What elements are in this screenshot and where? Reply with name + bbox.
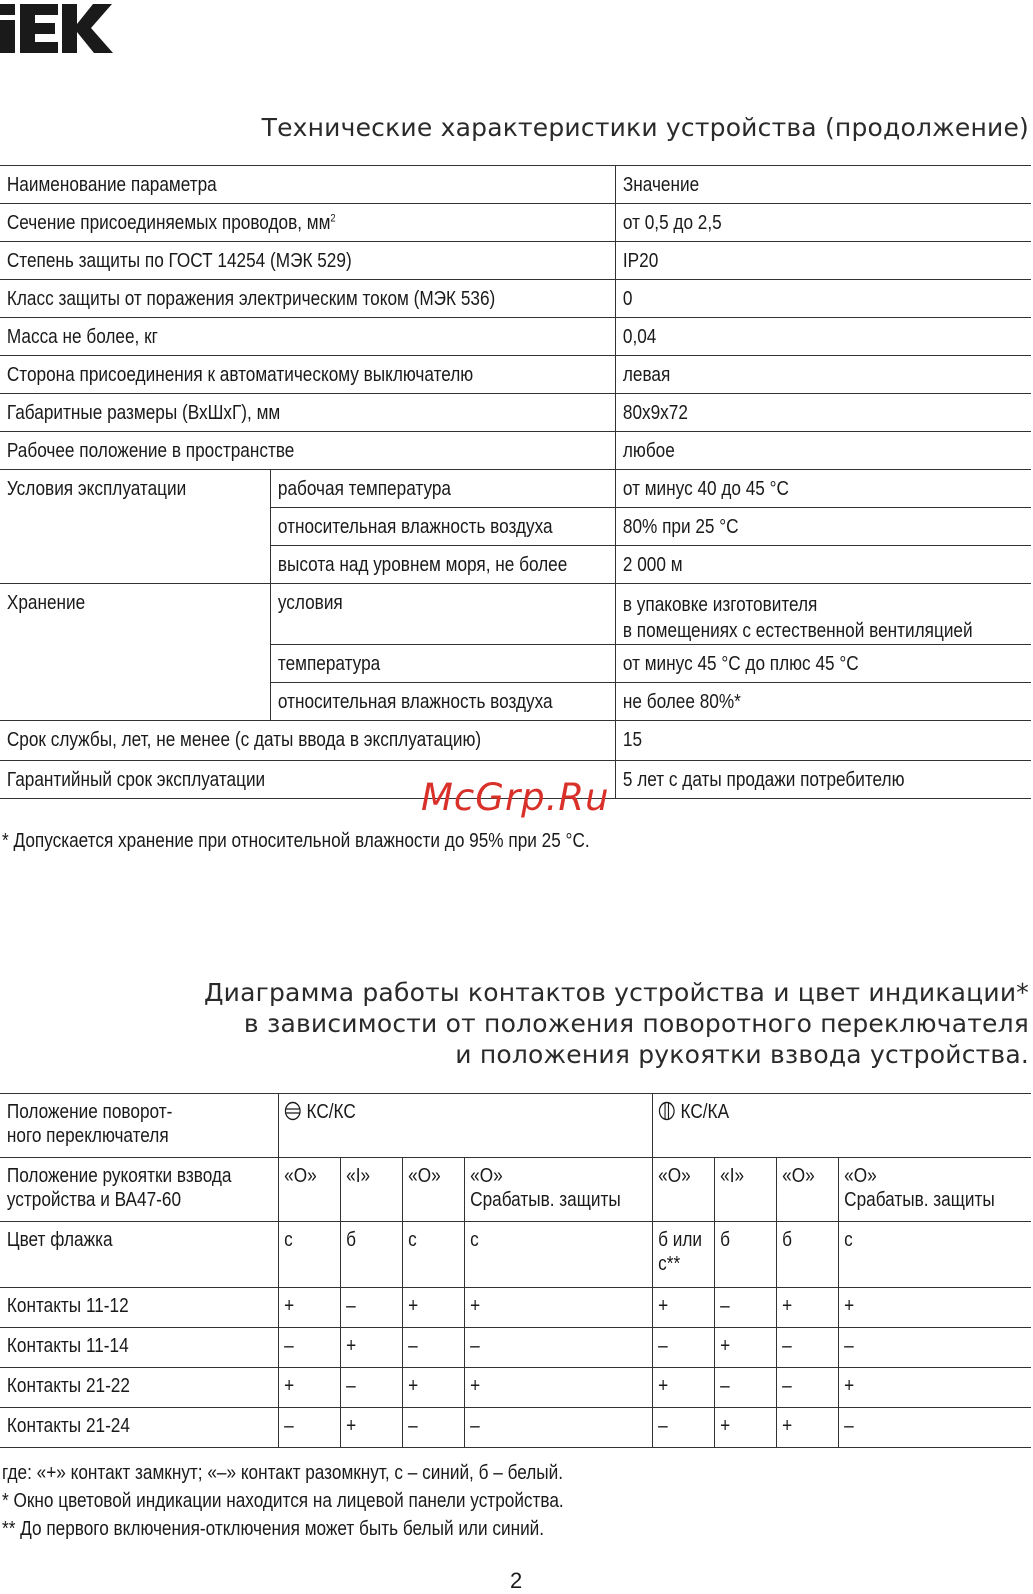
table-row [0,280,1031,318]
tech-specs-table [0,165,1031,799]
switch-label-line2: ного переключателя [6,1125,169,1147]
contact-state: + [407,1295,418,1317]
table-row [0,204,1031,242]
handle-position: «О» [283,1165,317,1187]
section2-title-line: и положения рукоятки взвода устройства. [455,1040,1029,1069]
row-param: Гарантийный срок эксплуатации [6,769,266,791]
row-value: любое [623,440,676,462]
row-value: 80% при 25 °C [623,516,739,538]
row-param: Срок службы, лет, не менее (с даты ввода в эксплуатацию) [6,729,482,751]
legend-notes [2,1460,655,1544]
contact-state: – [781,1335,792,1357]
sub-param: высота над уровнем моря, не более [277,554,568,576]
table-row [0,432,1031,470]
contact-diagram-table [0,1093,1031,1448]
contact-state: – [719,1375,730,1397]
trip-label: Срабатыв. защиты [469,1189,621,1211]
table-row [0,584,1031,645]
row-value: 15 [623,729,643,751]
vertical-switch-icon [658,1101,675,1121]
contacts-label: Контакты 11-14 [6,1335,129,1357]
row-value: 80х9х72 [623,402,689,424]
flag-value-extra: с** [657,1253,680,1275]
sub-param: относительная влажность воздуха [277,516,553,538]
storage-label: Хранение [6,592,86,614]
contact-state: – [843,1335,854,1357]
contact-state: + [781,1295,792,1317]
contact-state: + [843,1295,854,1317]
row-param: Степень защиты по ГОСТ 14254 (МЭК 529) [6,250,352,272]
sub-param: условия [277,592,343,614]
contact-state: – [843,1415,854,1437]
contact-state: – [781,1375,792,1397]
contacts-row [0,1368,1031,1408]
table-row [0,318,1031,356]
flag-label: Цвет флажка [6,1229,113,1251]
contact-state: + [407,1375,418,1397]
handle-position: «I» [719,1165,744,1187]
watermark: McGrp.Ru [421,776,610,819]
contact-state: + [719,1335,730,1357]
row-param: Масса не более, кг [6,326,158,348]
contact-state: + [781,1415,792,1437]
contact-state: + [283,1295,294,1317]
contact-state: – [407,1415,418,1437]
contact-state: – [657,1335,668,1357]
flag-value: с [469,1229,479,1251]
switch-position-row [0,1094,1031,1158]
handle-position: «О» [843,1165,877,1187]
section2-title-line: в зависимости от положения поворотного переключателя [243,1009,1029,1038]
contact-state: + [719,1415,730,1437]
flag-value: с [407,1229,417,1251]
value-header: Значение [623,174,700,196]
param-header: Наименование параметра [6,174,217,196]
row-value: 0 [623,288,633,310]
row-value: 5 лет с даты продажи потребителю [623,769,905,791]
row-value: в упаковке изготовителя [623,594,818,616]
contact-state: + [345,1415,356,1437]
contacts-label: Контакты 21-24 [6,1415,130,1437]
row-param: Габаритные размеры (ВхШхГ), мм [6,402,281,424]
handle-position-row [0,1158,1031,1222]
row-value: от 0,5 до 2,5 [623,212,723,234]
contact-state: – [407,1335,418,1357]
contact-state: + [657,1375,668,1397]
row-value: не более 80%* [623,691,742,713]
sub-param: относительная влажность воздуха [277,691,553,713]
section2-title-line: Диаграмма работы контактов устройства и цвет индикации* [203,978,1029,1007]
row-value: от минус 40 до 45 °C [623,478,790,500]
switch-label: Положение поворот- [6,1101,173,1123]
horizontal-switch-icon [284,1101,301,1121]
contacts-label: Контакты 21-22 [6,1375,130,1397]
sub-param: температура [277,653,381,675]
flag-color-row [0,1222,1031,1288]
contact-state: – [283,1335,294,1357]
flag-value: б [781,1229,792,1251]
contacts-row [0,1328,1031,1368]
contact-state: – [469,1335,480,1357]
section2-title [204,977,1029,1070]
sub-param: рабочая температура [277,478,451,500]
contact-state: + [657,1295,668,1317]
row-value-line2: в помещениях с естественной вентиляцией [623,620,973,642]
handle-position: «I» [345,1165,370,1187]
storage-footnote: * Допускается хранение при относительной влажности до 95% при 25 °C. [2,830,590,852]
superscript: 2 [330,212,336,225]
row-value: IP20 [623,250,659,272]
section1-title: Технические характеристики устройства (продолжение) [261,113,1029,142]
handle-label: Положение рукоятки взвода [6,1165,232,1187]
trip-label: Срабатыв. защиты [843,1189,995,1211]
contacts-label: Контакты 11-12 [6,1295,129,1317]
handle-position: «О» [781,1165,815,1187]
legend-note: ** До первого включения-отключения может быть белый или синий. [2,1518,545,1540]
handle-position: «О» [469,1165,503,1187]
flag-value: с [283,1229,293,1251]
legend-note: * Окно цветовой индикации находится на лицевой панели устройства. [2,1490,564,1512]
group-kc-ka: КС/КА [680,1101,729,1123]
flag-value: б [719,1229,730,1251]
row-value: 0,04 [623,326,657,348]
group-kc-kc: КС/КС [306,1101,356,1123]
row-param: Класс защиты от поражения электрическим током (МЭК 536) [6,288,496,310]
page-number: 2 [510,1568,523,1593]
row-value: 2 000 м [623,554,683,576]
row-param: Сечение присоединяемых проводов, мм [6,212,331,234]
flag-value: б [345,1229,356,1251]
contact-state: – [657,1415,668,1437]
contact-state: + [469,1375,480,1397]
iek-logo [0,0,118,58]
table-header-row [0,166,1031,204]
handle-position: «О» [657,1165,691,1187]
contact-state: + [345,1335,356,1357]
contact-state: – [719,1295,730,1317]
contact-state: + [469,1295,480,1317]
contact-state: + [843,1375,854,1397]
handle-position: «О» [407,1165,441,1187]
table-row [0,394,1031,432]
row-param: Сторона присоединения к автоматическому выключателю [6,364,474,386]
flag-value: б или [657,1229,702,1251]
row-param: Рабочее положение в пространстве [6,440,295,462]
handle-label-line2: устройства и ВА47-60 [6,1189,182,1211]
contact-state: + [283,1375,294,1397]
contacts-row [0,1288,1031,1328]
flag-value: с [843,1229,853,1251]
operation-label: Условия эксплуатации [6,478,187,500]
table-row [0,470,1031,508]
contact-state: – [283,1415,294,1437]
contact-state: – [469,1415,480,1437]
row-value: левая [623,364,671,386]
table-row [0,242,1031,280]
contacts-row [0,1408,1031,1448]
contact-state: – [345,1375,356,1397]
legend-note: где: «+» контакт замкнут; «–» контакт разомкнут, с – синий, б – белый. [2,1462,564,1484]
table-row [0,356,1031,394]
table-row [0,721,1031,761]
row-value: от минус 45 °C до плюс 45 °C [623,653,859,675]
contact-state: – [345,1295,356,1317]
